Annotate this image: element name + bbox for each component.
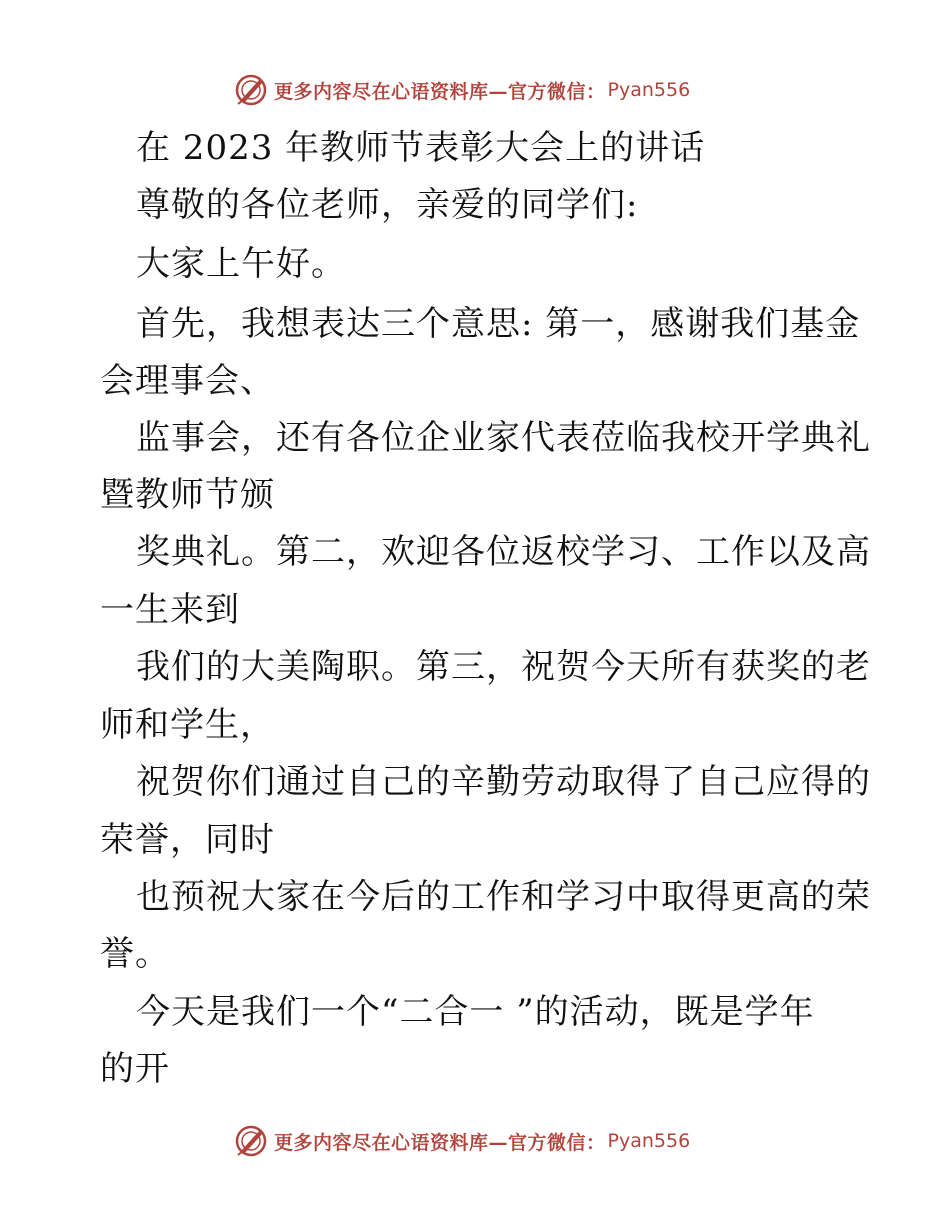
paragraph-line: 会理事会、 xyxy=(100,361,275,401)
paragraph-line: 奖典礼。第二，欢迎各位返校学习、工作以及高 xyxy=(136,532,871,572)
paragraph-line: 也预祝大家在今后的工作和学习中取得更高的荣 xyxy=(136,877,871,917)
paragraph-line: 一生来到 xyxy=(100,590,240,630)
paragraph-line: 今天是我们一个“二合一 ”的活动，既是学年 xyxy=(136,992,815,1032)
document-title: 在 2023 年教师节表彰大会上的讲话 xyxy=(136,128,706,168)
paragraph-line: 我们的大美陶职。第三，祝贺今天所有获奖的老 xyxy=(136,647,871,687)
paragraph-line: 誉。 xyxy=(100,934,170,974)
paragraph-line: 监事会，还有各位企业家代表莅临我校开学典礼 xyxy=(136,418,871,458)
paragraph-line: 首先，我想表达三个意思: 第一，感谢我们基金 xyxy=(136,304,861,344)
footer-watermark xyxy=(234,1124,690,1158)
paragraph-line: 暨教师节颁 xyxy=(100,475,275,515)
salutation: 尊敬的各位老师，亲爱的同学们: xyxy=(136,185,639,225)
footer-watermark-text: 更多内容尽在心语资料库—官方微信： xyxy=(274,1131,606,1154)
footer-watermark-contact: Pyan556 xyxy=(607,1130,691,1152)
quill-pen-logo-icon xyxy=(234,73,268,107)
header-watermark-text: 更多内容尽在心语资料库—官方微信： xyxy=(274,80,606,103)
paragraph-line: 荣誉，同时 xyxy=(100,820,275,860)
header-watermark-contact: Pyan556 xyxy=(607,79,691,101)
header-watermark xyxy=(234,73,690,107)
paragraph-line: 的开 xyxy=(100,1049,170,1089)
paragraph-line: 祝贺你们通过自己的辛勤劳动取得了自己应得的 xyxy=(136,762,871,802)
paragraph-line: 师和学生， xyxy=(100,705,275,745)
greeting: 大家上午好。 xyxy=(136,244,346,284)
quill-pen-logo-icon xyxy=(234,1124,268,1158)
